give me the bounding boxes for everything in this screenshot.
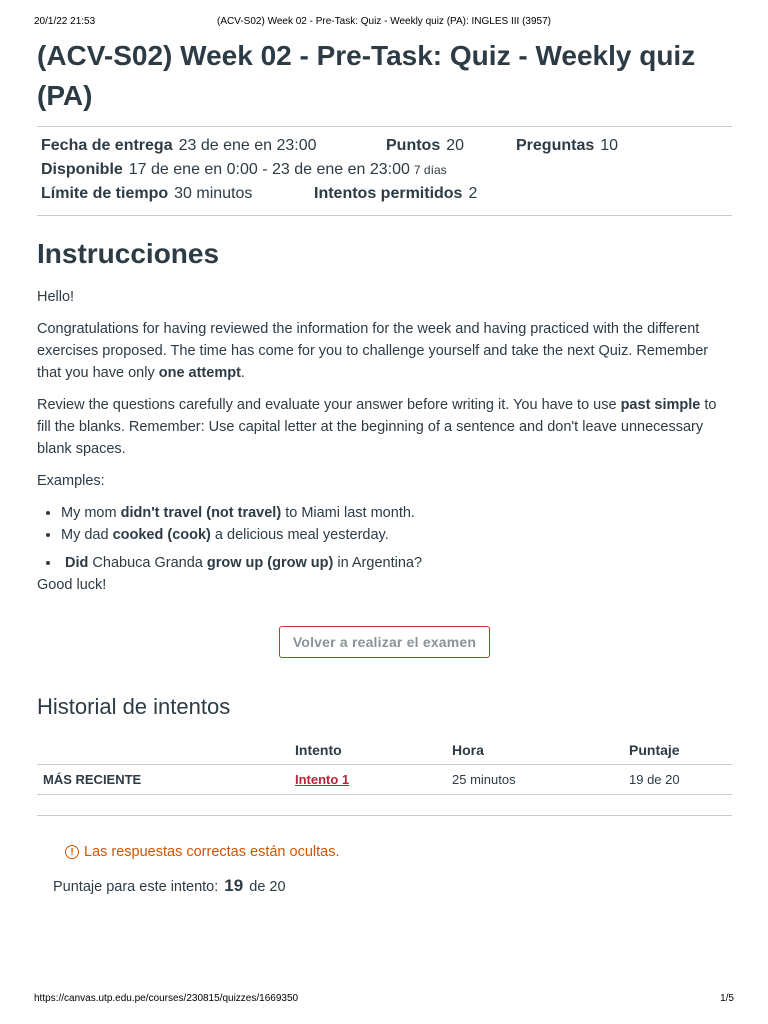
retake-button-container [37, 626, 732, 658]
due-value: 23 de ene en 23:00 [178, 137, 317, 154]
details-row-1 [41, 134, 728, 158]
divider [37, 815, 732, 816]
attempt-score-summary [53, 876, 732, 896]
example-item [61, 524, 732, 546]
p2-text-b: to fill the blanks. Remember: Use capital letter at the beginning of a sentence and don't leave unnecessary blank spaces. [37, 397, 717, 457]
table-row [37, 765, 732, 795]
p2-bold: past simple [620, 397, 701, 413]
instructions-hello: Hello! [37, 289, 75, 305]
hidden-answers-text: Las respuestas correctas están ocultas. [84, 844, 340, 860]
attempt-time: 25 minutos [446, 765, 623, 795]
examples-list [37, 502, 732, 574]
instructions-paragraph-2 [37, 394, 732, 460]
ex1-bold: didn't travel (not travel) [120, 505, 282, 521]
questions-label: Preguntas [516, 137, 595, 154]
ex2-bold: cooked (cook) [112, 527, 211, 543]
good-luck: Good luck! [37, 577, 107, 593]
print-header [34, 16, 734, 30]
score-suffix: de 20 [249, 879, 286, 895]
score-value: 19 [224, 876, 244, 895]
attempt-history-table [37, 738, 732, 795]
p2-text-a: Review the questions carefully and evaluate your answer before writing it. You have to use [37, 397, 621, 413]
ex3-a: Chabuca Granda [88, 555, 207, 571]
print-timestamp: 20/1/22 21:53 [34, 16, 96, 27]
instructions-heading: Instrucciones [37, 238, 220, 269]
details-row-2 [41, 158, 728, 182]
attempt-cell [289, 765, 446, 795]
hidden-answers-note [65, 844, 732, 860]
quiz-content [37, 36, 732, 896]
print-document-title: (ACV-S02) Week 02 - Pre-Task: Quiz - Weekly quiz (PA): INGLES III (3957) [217, 16, 551, 27]
available-days: 7 días [413, 163, 447, 177]
instructions-body [37, 286, 732, 596]
example-item [61, 502, 732, 524]
warning-icon: ! [65, 845, 79, 859]
time-limit-value: 30 minutos [174, 185, 253, 202]
due-label: Fecha de entrega [41, 137, 173, 154]
ex3-b: in Argentina? [333, 555, 423, 571]
p1-text: Congratulations for having reviewed the information for the week and having practiced with the different exercises proposed. The time has come for you to challenge yourself and take the next Quiz. Remember that you have only [37, 321, 709, 381]
column-header-attempt: Intento [289, 738, 446, 765]
ex3-bold-2: grow up (grow up) [206, 555, 334, 571]
attempts-value: 2 [468, 185, 478, 202]
p1-bold: one attempt [158, 365, 241, 381]
instructions-paragraph-1 [37, 318, 732, 384]
ex1-b: to Miami last month. [281, 505, 415, 521]
attempt-1-link[interactable]: Intento 1 [295, 772, 350, 787]
table-header-row [37, 738, 732, 765]
ex2-a: My dad [61, 527, 113, 543]
questions-value: 10 [600, 137, 619, 154]
time-limit-label: Límite de tiempo [41, 185, 169, 202]
points-label: Puntos [386, 137, 441, 154]
score-prefix: Puntaje para este intento: [53, 879, 219, 895]
print-footer [34, 993, 734, 1007]
p1-end: . [240, 365, 245, 381]
points-value: 20 [446, 137, 465, 154]
quiz-title: (ACV-S02) Week 02 - Pre-Task: Quiz - Weekly quiz (PA) [37, 40, 696, 111]
attempt-history-heading: Historial de intentos [37, 694, 231, 719]
details-row-3 [41, 182, 728, 206]
ex3-bold-1: Did [65, 555, 89, 571]
attempts-label: Intentos permitidos [314, 185, 463, 202]
available-label: Disponible [41, 161, 123, 178]
print-page-number: 1/5 [720, 993, 734, 1004]
ex1-a: My mom [61, 505, 121, 521]
examples-label: Examples: [37, 473, 105, 489]
available-value: 17 de ene en 0:00 - 23 de ene en 23:00 [128, 161, 410, 178]
most-recent-label: MÁS RECIENTE [37, 765, 289, 795]
column-header-score: Puntaje [623, 738, 732, 765]
print-url: https://canvas.utp.edu.pe/courses/230815/quizzes/1669350 [34, 993, 299, 1004]
ex2-b: a delicious meal yesterday. [210, 527, 389, 543]
column-header-label [37, 738, 289, 765]
attempt-score: 19 de 20 [623, 765, 732, 795]
quiz-details [37, 126, 732, 216]
retake-quiz-button[interactable]: Volver a realizar el examen [279, 626, 490, 658]
example-item [61, 552, 732, 574]
column-header-time: Hora [446, 738, 623, 765]
